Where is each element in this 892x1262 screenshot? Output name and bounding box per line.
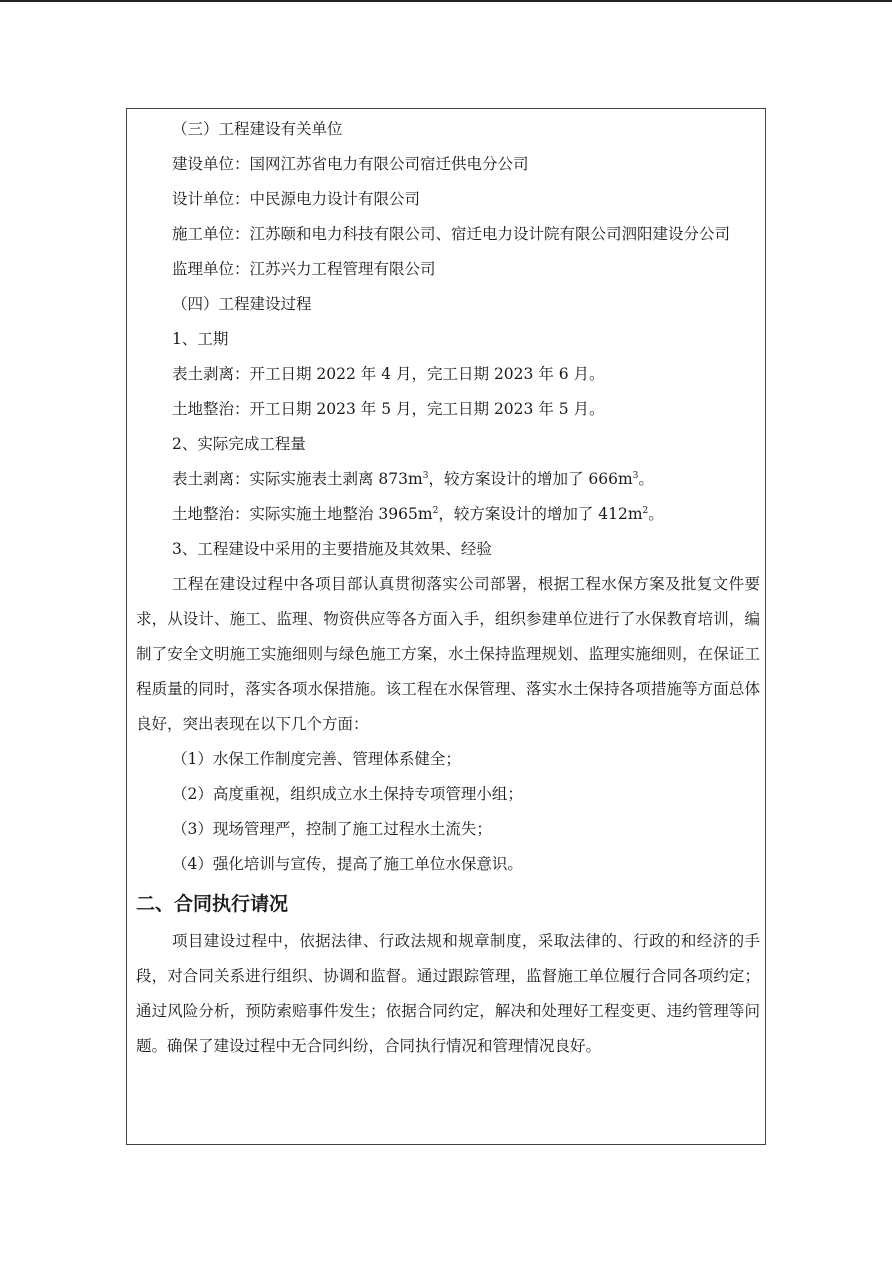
point-4: （4）强化培训与宣传，提高了施工单位水保意识。 xyxy=(172,855,523,873)
document-body xyxy=(136,112,760,1064)
period-title: 1、工期 xyxy=(172,330,229,348)
quantity-land: 土地整治：实际实施土地整治 $3965m^2$，较方案设计的增加了 $412m^2$。 xyxy=(172,505,664,523)
top-rule xyxy=(0,0,892,2)
measures-title: 3、工程建设中采用的主要措施及其效果、经验 xyxy=(172,540,492,558)
point-1: （1）水保工作制度完善、管理体系健全； xyxy=(172,750,461,768)
supervision-unit: 监理单位：江苏兴力工程管理有限公司 xyxy=(172,260,436,278)
build-unit: 建设单位：国网江苏省电力有限公司宿迁供电分公司 xyxy=(172,155,529,173)
point-2: （2）高度重视，组织成立水土保持专项管理小组； xyxy=(172,785,523,803)
contract-section-heading: 二、合同执行请况 xyxy=(136,893,289,915)
quantity-topsoil: 表土剥离：实际实施表土剥离 $873m^3$，较方案设计的增加了 $666m^3$。 xyxy=(172,470,654,488)
point-3: （3）现场管理严，控制了施工过程水土流失； xyxy=(172,820,492,838)
period-topsoil: 表土剥离：开工日期 2022 年 4 月，完工日期 2023 年 6 月。 xyxy=(172,365,605,383)
section-3-title: （三）工程建设有关单位 xyxy=(172,120,343,138)
period-land: 土地整治：开工日期 2023 年 5 月，完工日期 2023 年 5 月。 xyxy=(172,400,605,418)
design-unit: 设计单位：中民源电力设计有限公司 xyxy=(172,190,421,208)
contract-body: 项目建设过程中，依据法律、行政法规和规章制度，采取法律的、行政的和经济的手段，对合同关系进行组织、协调和监督。通过跟踪管理，监督施工单位履行合同各项约定；通过风险分析，预防索赔事件发生；依据合同约定，解决和处理好工程变更、违约管理等问题。确保了建设过程中无合同纠纷，合同执行情况和管理情况良好。 xyxy=(136,932,760,1055)
construction-unit: 施工单位：江苏颐和电力科技有限公司、宿迁电力设计院有限公司泗阳建设分公司 xyxy=(172,225,731,243)
quantity-title: 2、实际完成工程量 xyxy=(172,435,306,453)
section-4-title: （四）工程建设过程 xyxy=(172,295,312,313)
measures-body: 工程在建设过程中各项目部认真贯彻落实公司部署，根据工程水保方案及批复文件要求，从设计、施工、监理、物资供应等各方面入手，组织参建单位进行了水保教育培训，编制了安全文明施工实施细则与绿色施工方案，水土保持监理规划、监理实施细则，在保证工程质量的同时，落实各项水保措施。该工程在水保管理、落实水土保持各项措施等方面总体良好，突出表现在以下几个方面： xyxy=(136,575,760,733)
